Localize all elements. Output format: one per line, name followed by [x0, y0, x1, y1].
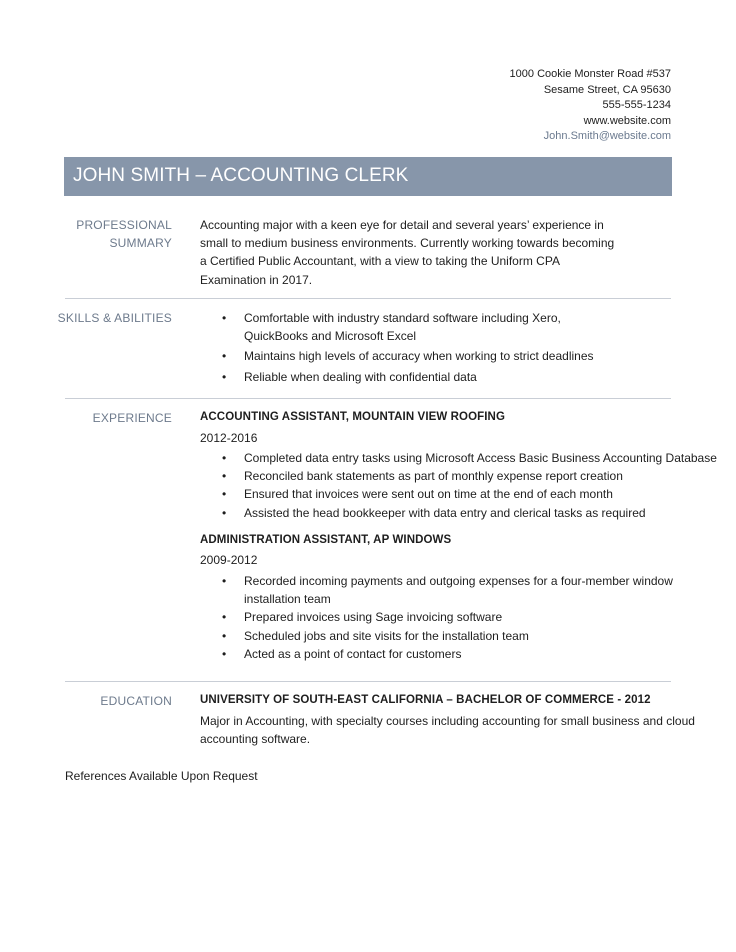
list-item — [200, 467, 717, 485]
phone: 555-555-1234 — [602, 99, 671, 111]
skill-line: Maintains high levels of accuracy when working to strict deadlines — [244, 349, 594, 364]
job-years: 2012-2016 — [200, 431, 258, 445]
degree-title: UNIVERSITY OF SOUTH-EAST CALIFORNIA – BACHELOR OF COMMERCE - 2012 — [200, 694, 651, 706]
list-item — [200, 309, 594, 345]
page-title: JOHN SMITH – ACCOUNTING CLERK — [73, 165, 409, 186]
job-title: ACCOUNTING ASSISTANT, MOUNTAIN VIEW ROOFING — [200, 411, 505, 423]
bullet-icon: • — [222, 349, 227, 364]
duty-line: Ensured that invoices were sent out on time at the end of each month — [244, 487, 613, 502]
skill-line: Reliable when dealing with confidential data — [244, 369, 477, 384]
list-item — [200, 608, 673, 626]
summary-line: Examination in 2017. — [200, 272, 313, 287]
bullet-icon: • — [222, 505, 227, 520]
list-item — [200, 504, 717, 522]
email-link[interactable]: John.Smith@website.com — [543, 130, 671, 142]
education-line: Major in Accounting, with specialty courses including accounting for small business and cloud — [200, 714, 695, 728]
list-item — [200, 645, 673, 663]
job-duties-list — [200, 572, 673, 663]
bullet-icon: • — [222, 451, 227, 465]
bullet-icon: • — [222, 469, 227, 484]
bullet-icon: • — [222, 311, 227, 325]
bullet-icon: • — [222, 574, 227, 588]
duty-line: Scheduled jobs and site visits for the installation team — [244, 628, 529, 643]
title-banner — [64, 157, 672, 196]
skill-line: Comfortable with industry standard software including Xero, — [244, 311, 561, 325]
bullet-icon: • — [222, 628, 227, 643]
skill-line: QuickBooks and Microsoft Excel — [244, 329, 417, 344]
summary-label-line-2: SUMMARY — [109, 236, 172, 250]
address-line-2: Sesame Street, CA 95630 — [543, 83, 671, 96]
summary-label — [0, 216, 172, 252]
duty-line: Prepared invoices using Sage invoicing software — [244, 610, 503, 625]
list-item — [200, 449, 717, 467]
section-divider — [65, 298, 671, 299]
list-item — [200, 627, 673, 645]
list-item — [200, 572, 673, 608]
duty-line: Acted as a point of contact for customers — [244, 646, 462, 661]
job-duties-list — [200, 449, 717, 522]
duty-line: Completed data entry tasks using Microsoft Access Basic Business Accounting Database — [244, 451, 717, 465]
experience-label: EXPERIENCE — [92, 411, 172, 425]
bullet-icon: • — [222, 610, 227, 625]
summary-label-line-1: PROFESSIONAL — [76, 218, 172, 232]
website-link[interactable]: www.website.com — [583, 114, 671, 127]
bullet-icon: • — [222, 487, 227, 502]
education-line: accounting software. — [200, 732, 311, 747]
section-divider — [65, 398, 671, 399]
duty-line: installation team — [244, 592, 331, 607]
section-divider — [65, 681, 671, 682]
duty-line: Recorded incoming payments and outgoing expenses for a four-member window — [244, 574, 673, 588]
summary-line: small to medium business environments. Currently working towards becoming — [200, 236, 615, 251]
list-item — [200, 347, 594, 365]
duty-line: Assisted the head bookkeeper with data entry and clerical tasks as required — [244, 505, 646, 520]
skills-label: SKILLS & ABILITIES — [57, 311, 172, 325]
contact-block — [510, 67, 671, 145]
skills-list — [200, 309, 594, 386]
job-years: 2009-2012 — [200, 553, 258, 567]
education-label: EDUCATION — [100, 694, 172, 708]
address-line-1: 1000 Cookie Monster Road #537 — [509, 68, 671, 80]
summary-text — [200, 216, 614, 289]
references-note: References Available Upon Request — [65, 769, 258, 783]
list-item — [200, 368, 594, 386]
duty-line: Reconciled bank statements as part of monthly expense report creation — [244, 469, 623, 484]
list-item — [200, 485, 717, 503]
bullet-icon: • — [222, 369, 227, 384]
summary-line: a Certified Public Accountant, with a view to taking the Uniform CPA — [200, 254, 560, 269]
job-title: ADMINISTRATION ASSISTANT, AP WINDOWS — [200, 534, 452, 546]
education-text — [200, 712, 695, 748]
summary-line: Accounting major with a keen eye for detail and several years’ experience in — [200, 218, 604, 232]
bullet-icon: • — [222, 646, 227, 661]
